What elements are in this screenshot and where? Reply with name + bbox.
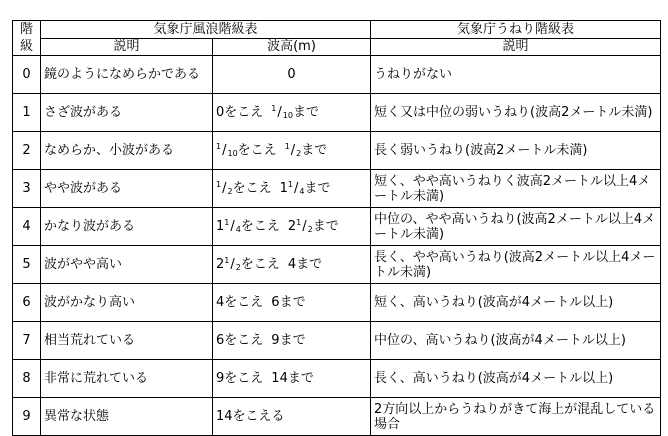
level-header	[13, 21, 41, 56]
swell-title: 気象庁うねり階級表	[371, 21, 661, 39]
fraction-denominator: 2	[227, 187, 233, 196]
level-cell: 5	[13, 246, 41, 284]
from-fraction: $^1/_{10}$	[216, 142, 238, 158]
fraction-numerator: 1	[271, 104, 277, 113]
to-fraction: $^1/_4$	[287, 180, 305, 196]
swell-description-cell: うねりがない	[371, 56, 661, 94]
height-connector: をこえ	[224, 371, 264, 386]
height-connector: をこえ	[237, 143, 277, 158]
table-row	[13, 94, 661, 132]
fraction-numerator: 1	[224, 256, 230, 265]
wind-description-cell: 相当荒れている	[41, 322, 213, 360]
swell-description-cell: 中位の、やや高いうねり(波高2メートル以上4メートル未満)	[371, 208, 661, 246]
fraction-denominator: 2	[307, 225, 313, 234]
fraction-denominator: 10	[227, 149, 238, 158]
swell-description-cell: 2方向以上からうねりがきて海上が混乱している場合	[371, 398, 661, 436]
level-cell: 0	[13, 56, 41, 94]
swell-description-header: 説明	[371, 38, 661, 56]
wind-wave-title: 気象庁風浪階級表	[41, 21, 371, 39]
swell-description-cell: 短く、やや高いうねりく波高2メートル以上4メートル未満)	[371, 170, 661, 208]
table-row	[13, 246, 661, 284]
from-fraction: $^1/_2$	[224, 256, 241, 272]
table-body	[13, 56, 661, 436]
swell-description-cell: 長く、やや高いうねり(波高2メートル以上4メートル未満)	[371, 246, 661, 284]
level-header-bottom: 級	[19, 39, 33, 54]
from-fraction: $^1/_2$	[216, 180, 233, 196]
wind-description-cell: なめらか、小波がある	[41, 132, 213, 170]
to-fraction: $^1/_2$	[296, 218, 313, 234]
level-cell: 6	[13, 284, 41, 322]
height-suffix: まで	[312, 219, 339, 234]
height-from: 6	[216, 333, 225, 348]
wave-height-cell	[213, 398, 371, 436]
height-suffix: まで	[279, 295, 306, 310]
height-from: 0	[287, 67, 296, 82]
wind-description-header: 説明	[41, 38, 213, 56]
wave-height-cell	[213, 284, 371, 322]
wind-description-cell: 非常に荒れている	[41, 360, 213, 398]
scale-tables	[12, 20, 661, 436]
height-suffix: まで	[279, 333, 306, 348]
fraction-numerator: 1	[224, 218, 230, 227]
height-connector: をこえる	[232, 409, 285, 424]
fraction-denominator: 2	[296, 149, 302, 158]
table-row	[13, 322, 661, 360]
height-suffix: まで	[296, 257, 323, 272]
fraction-denominator: 2	[235, 263, 241, 272]
wind-description-cell: 波がやや高い	[41, 246, 213, 284]
swell-description-cell: 中位の、高いうねり(波高が4メートル以上)	[371, 322, 661, 360]
height-suffix: まで	[287, 371, 314, 386]
from-fraction: $^1/_4$	[224, 218, 241, 234]
wind-description-cell: 異常な状態	[41, 398, 213, 436]
wave-height-cell	[213, 322, 371, 360]
height-suffix: まで	[304, 181, 331, 196]
swell-description-cell: 長く弱いうねり(波高2メートル未満)	[371, 132, 661, 170]
wind-description-cell: かなり波がある	[41, 208, 213, 246]
beaufort-wave-swell-table	[12, 20, 661, 436]
fraction-numerator: 1	[296, 218, 302, 227]
fraction-denominator: 4	[299, 187, 305, 196]
wind-description-cell: 波がかなり高い	[41, 284, 213, 322]
to-fraction: $^1/_2$	[284, 142, 302, 158]
level-cell: 7	[13, 322, 41, 360]
wave-height-cell	[213, 360, 371, 398]
fraction-denominator: 10	[282, 111, 293, 120]
height-suffix: まで	[301, 143, 328, 158]
height-to: 2	[287, 219, 297, 234]
height-connector: をこえ	[240, 257, 280, 272]
height-from: 2	[216, 257, 225, 272]
wave-height-cell	[213, 56, 371, 94]
level-cell: 8	[13, 360, 41, 398]
swell-description-cell: 短く又は中位の弱いうねり(波高2メートル未満)	[371, 94, 661, 132]
height-from: 14	[216, 409, 233, 424]
level-cell: 2	[13, 132, 41, 170]
height-to: 4	[287, 257, 297, 272]
table-row	[13, 398, 661, 436]
level-header-top: 階	[19, 22, 33, 37]
table-row	[13, 360, 661, 398]
wind-description-cell: 鏡のようになめらかである	[41, 56, 213, 94]
wind-description-cell: やや波がある	[41, 170, 213, 208]
height-connector: をこえ	[224, 105, 264, 120]
wave-height-header: 波高(m)	[213, 38, 371, 56]
wave-height-cell	[213, 132, 371, 170]
swell-description-cell: 短く、高いうねり(波高が4メートル以上)	[371, 284, 661, 322]
wave-height-cell	[213, 246, 371, 284]
table-row	[13, 284, 661, 322]
height-connector: をこえ	[232, 181, 272, 196]
swell-description-cell: 長く、高いうねり(波高が4メートル以上)	[371, 360, 661, 398]
height-to: 9	[271, 333, 280, 348]
fraction-numerator: 1	[284, 142, 290, 151]
fraction-numerator: 1	[216, 180, 222, 189]
height-to: 1	[279, 181, 288, 196]
table-row	[13, 170, 661, 208]
wind-description-cell: さざ波がある	[41, 94, 213, 132]
level-cell: 9	[13, 398, 41, 436]
height-from: 0	[216, 105, 225, 120]
fraction-numerator: 1	[216, 142, 222, 151]
table-row	[13, 208, 661, 246]
height-suffix: まで	[292, 105, 319, 120]
height-from: 1	[216, 219, 225, 234]
level-cell: 4	[13, 208, 41, 246]
height-connector: をこえ	[240, 219, 280, 234]
wave-height-cell	[213, 170, 371, 208]
fraction-numerator: 1	[287, 180, 293, 189]
height-connector: をこえ	[224, 295, 264, 310]
height-connector: をこえ	[224, 333, 264, 348]
wave-height-cell	[213, 94, 371, 132]
level-cell: 3	[13, 170, 41, 208]
height-from: 9	[216, 371, 225, 386]
to-fraction: $^1/_{10}$	[271, 104, 293, 120]
table-row	[13, 132, 661, 170]
height-to: 6	[271, 295, 280, 310]
fraction-denominator: 4	[235, 225, 241, 234]
height-from: 4	[216, 295, 225, 310]
table-row	[13, 56, 661, 94]
level-cell: 1	[13, 94, 41, 132]
wave-height-cell	[213, 208, 371, 246]
height-to: 14	[271, 371, 288, 386]
